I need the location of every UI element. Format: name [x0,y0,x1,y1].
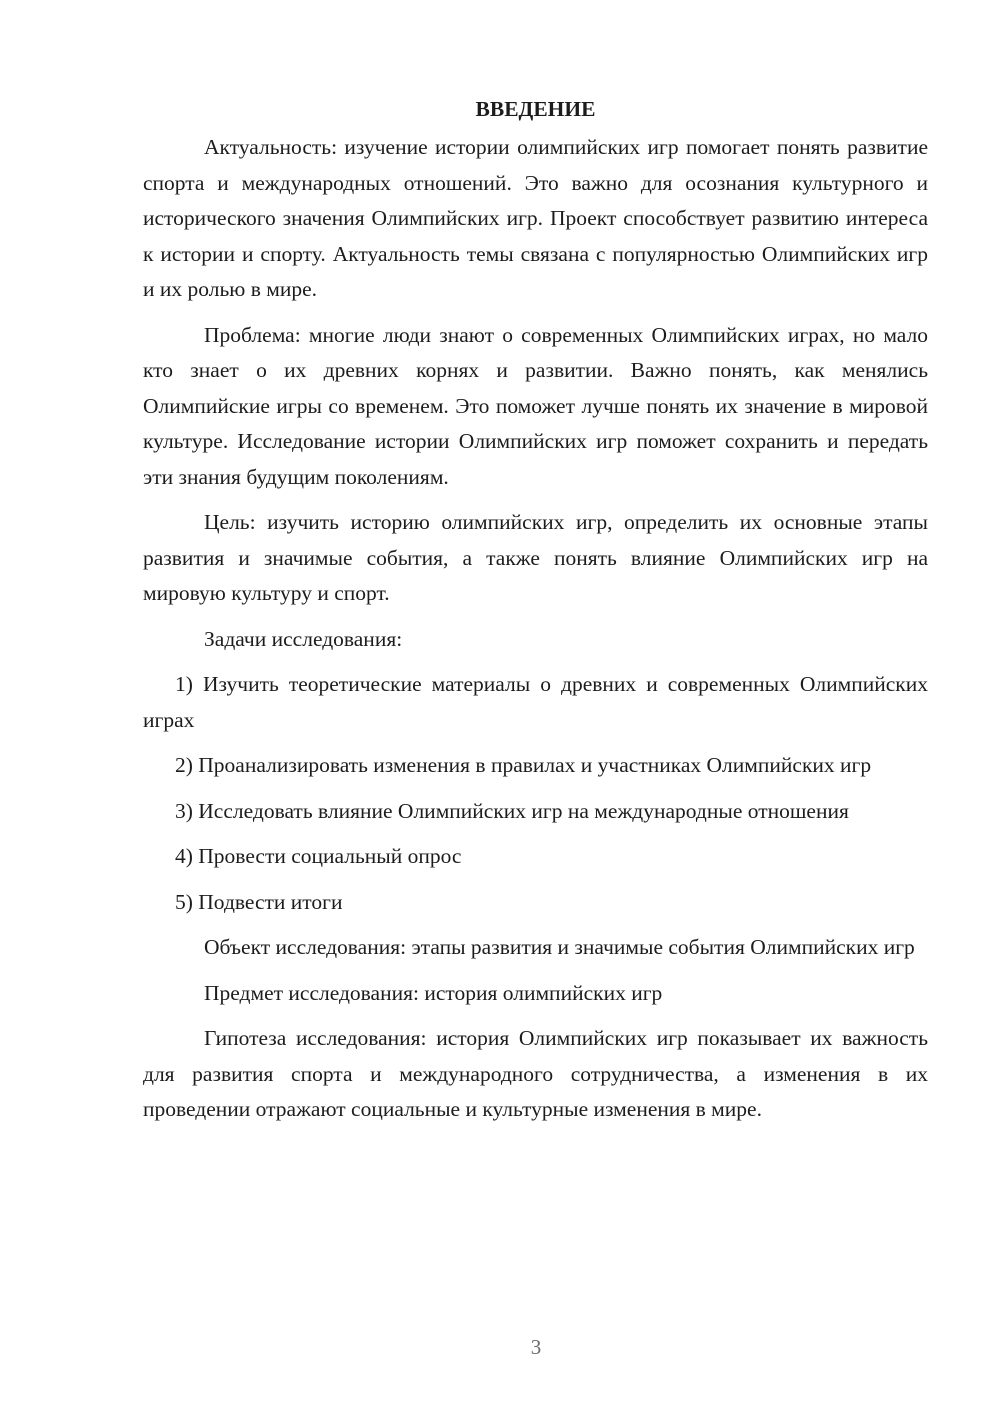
page-number: 3 [530,1335,542,1359]
relevance-paragraph: Актуальность: изучение истории олимпийских игр помогает понять развитие спорта и международных отношений. Это важно для осознания культурного и исторического значения Олимпийских игр. Проект способствует развитию интереса к истории и спорту. Актуальность темы связана с популярностью Олимпийских игр и их ролью в мире. [143,135,928,301]
task-item: 5) Подвести итоги [175,889,343,914]
hypothesis-paragraph: Гипотеза исследования: история Олимпийских игр показывает их важность для развития спорта и международного сотрудничества, а изменения в их проведении отражают социальные и культурные изменения в мире. [143,1026,928,1121]
section-heading: ВВЕДЕНИЕ [475,97,596,121]
problem-paragraph: Проблема: многие люди знают о современных Олимпийских играх, но мало кто знает о их древних корнях и развитии. Важно понять, как менялись Олимпийские игры со временем. Это поможет лучше понять их значение в мировой культуре. Исследование истории Олимпийских игр поможет сохранить и передать эти знания будущим поколениям. [143,322,928,489]
task-item: 4) Провести социальный опрос [175,844,462,868]
task-item: 1) Изучить теоретические материалы о древних и современных Олимпийских играх [143,672,928,732]
tasks-heading: Задачи исследования: [204,626,403,651]
page-content [143,92,928,1138]
task-item: 3) Исследовать влияние Олимпийских игр на международные отношения [175,798,849,823]
subject-paragraph: Предмет исследования: история олимпийских игр [204,980,663,1005]
object-paragraph: Объект исследования: этапы развития и значимые события Олимпийских игр [204,935,915,959]
goal-paragraph: Цель: изучить историю олимпийских игр, определить их основные этапы развития и значимые события, а также понять влияние Олимпийских игр на мировую культуру и спорт. [143,510,928,605]
task-item: 2) Проанализировать изменения в правилах и участниках Олимпийских игр [175,753,872,777]
